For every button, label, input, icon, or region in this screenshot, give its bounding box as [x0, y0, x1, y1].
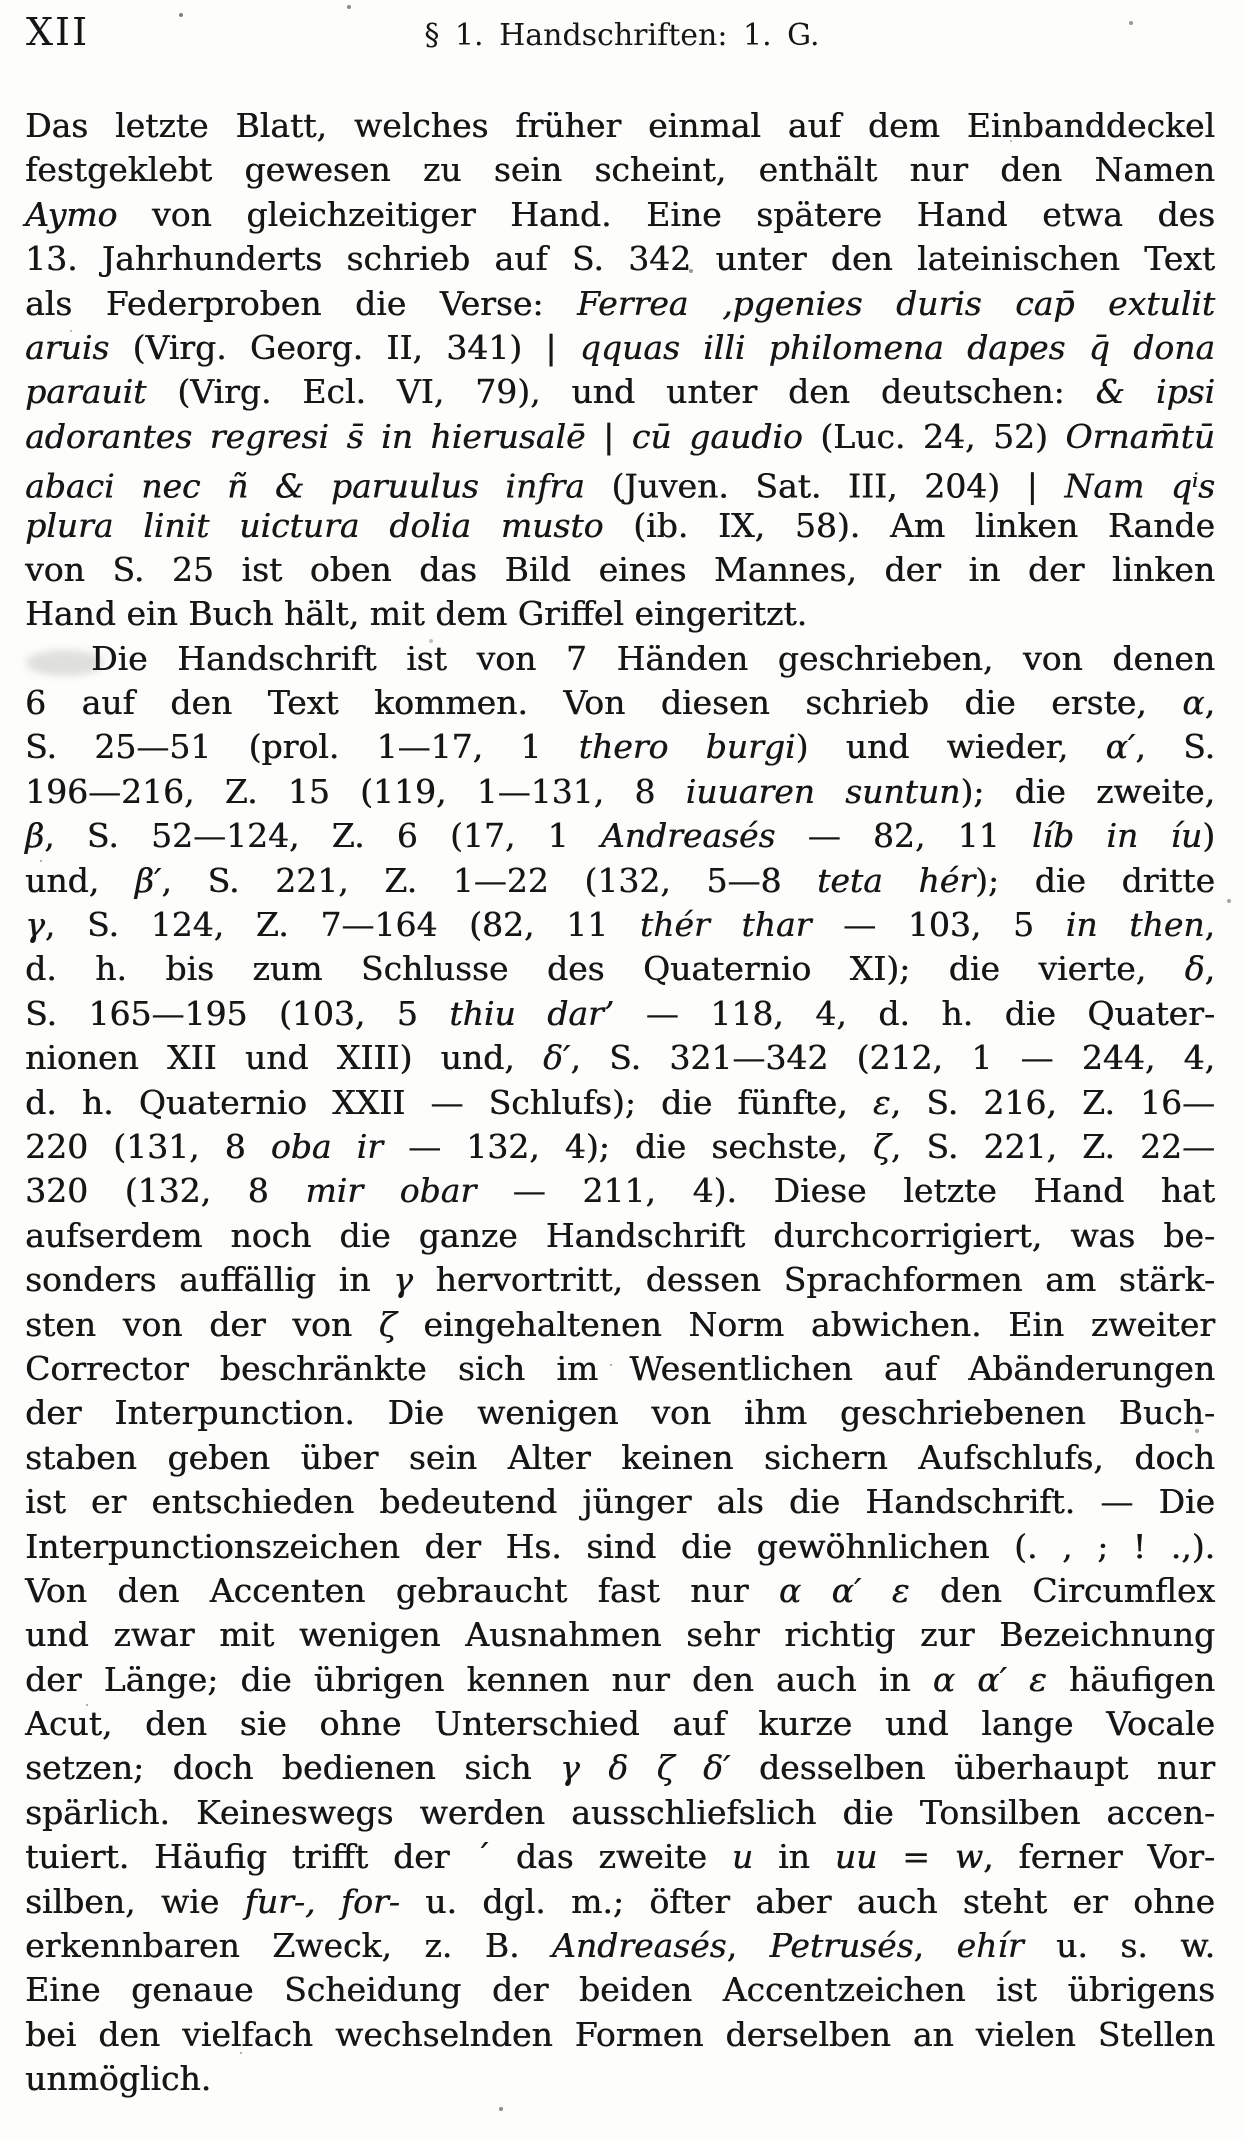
text-run: d. h. bis zum Schlusse des Quaternio XI); die vierte,	[25, 949, 1185, 989]
text-run: Acut, den sie ohne Unterschied auf kurze und lange Vocale	[25, 1704, 1215, 1744]
text-line	[25, 104, 1215, 148]
text-run: ,	[1204, 905, 1215, 945]
italic-text-run: iuuaren suntun	[685, 771, 961, 811]
text-run: ) und wieder,	[795, 727, 1106, 767]
italic-text-run: ζ	[378, 1304, 397, 1344]
text-run: S. 25—51 (prol. 1—17, 1	[25, 727, 579, 767]
italic-text-run: γ	[393, 1260, 413, 1300]
italic-text-run: u	[731, 1837, 754, 1877]
text-line	[25, 2013, 1215, 2057]
italic-text-run: cū gaudio	[631, 416, 803, 456]
text-run: Das letzte Blatt, welches früher einmal auf dem Einbanddeckel	[25, 106, 1215, 145]
text-run: 220 (131, 8	[25, 1126, 271, 1166]
italic-text-run: β′	[134, 860, 162, 900]
text-run: aufserdem noch die ganze Handschrift durchcorrigiert, was be-	[25, 1215, 1215, 1255]
text-run: tuiert. Häufig trifft der ´ das zweite	[25, 1837, 732, 1877]
italic-text-run: β	[25, 816, 45, 856]
text-line	[25, 1924, 1215, 1968]
text-run: d. h. Quaternio XXII — Schlufs); die fünfte,	[25, 1082, 873, 1122]
text-run: , S. 321—342 (212, 1 — 244, 4,	[570, 1038, 1216, 1078]
text-run: staben geben über sein Alter keinen sichern Aufschlufs, doch	[25, 1437, 1215, 1477]
text-run: spärlich. Keineswegs werden ausschliefslich die Tonsilben accen-	[25, 1792, 1215, 1832]
text-line	[25, 548, 1215, 592]
text-line	[25, 1791, 1215, 1835]
italic-text-run: thero burgi	[578, 727, 796, 767]
italic-text-run: Andreasés	[551, 1926, 727, 1966]
text-run: Eine genaue Scheidung der beiden Accentzeichen ist übrigens	[25, 1970, 1215, 2010]
text-run: , S. 52—124, Z. 6 (17, 1	[44, 816, 601, 856]
italic-text-run: δ′	[542, 1038, 571, 1078]
text-run: eingehaltenen Norm abwichen. Ein zweiter	[396, 1304, 1216, 1344]
text-run: (ib. IX, 58). Am linken Rande	[603, 505, 1215, 545]
text-run: hervortritt, dessen Sprachformen am stärk-	[412, 1260, 1215, 1300]
italic-text-run: α	[1182, 683, 1205, 723]
italic-text-run: Nam q	[1064, 466, 1192, 506]
text-run: Von den Accenten gebraucht fast nur	[25, 1570, 779, 1610]
text-line	[25, 947, 1215, 991]
text-run: desselben überhaupt nur	[730, 1748, 1216, 1788]
text-run: erkennbaren Zweck, z. B.	[25, 1926, 552, 1966]
italic-text-run: ε	[872, 1082, 891, 1122]
text-run: — 118, 4, d. h. die Quater-	[614, 993, 1216, 1033]
text-line	[25, 1214, 1215, 1258]
text-run: ); die dritte	[974, 860, 1215, 900]
italic-text-run: ζ	[872, 1126, 891, 1166]
text-run: , ferner Vor-	[983, 1837, 1215, 1877]
text-run: Die Handschrift ist von 7 Händen geschrieben, von denen	[91, 638, 1215, 678]
text-run: =	[877, 1837, 955, 1877]
italic-text-run: in then	[1065, 905, 1205, 945]
text-line	[25, 1347, 1215, 1391]
text-line	[25, 1968, 1215, 2012]
italic-text-run: α α′ ε	[932, 1659, 1047, 1699]
text-run: ,	[1204, 683, 1215, 723]
text-run: silben, wie	[25, 1881, 245, 1921]
text-line	[25, 1702, 1215, 1746]
text-line	[25, 1569, 1215, 1613]
italic-text-run: α α′ ε	[778, 1570, 910, 1610]
page-number: XII	[26, 10, 90, 54]
text-run: ,	[726, 1926, 770, 1966]
text-line	[25, 637, 1215, 681]
text-run: von S. 25 ist oben das Bild eines Mannes, der in der linken	[25, 549, 1215, 589]
text-run: 6 auf den Text kommen. Von diesen schrieb die erste,	[25, 683, 1183, 723]
text-line	[25, 148, 1215, 192]
text-run: 13. Jahrhunderts schrieb auf S. 342 unter den lateinischen Text	[25, 239, 1215, 279]
paragraph	[25, 637, 1215, 2102]
text-run: von gleichzeitiger Hand. Eine spätere Hand etwa des	[117, 194, 1215, 234]
text-line	[25, 2057, 1215, 2101]
text-line	[25, 592, 1215, 636]
text-line	[25, 1303, 1215, 1347]
text-run: , S. 221, Z. 22—	[890, 1126, 1215, 1166]
text-line	[25, 1480, 1215, 1524]
italic-text-run: uu	[834, 1837, 878, 1877]
italic-text-run: oba ir	[270, 1126, 383, 1166]
text-run: 320 (132, 8	[25, 1171, 306, 1211]
text-run: , S. 124, Z. 7—164 (82, 11	[44, 905, 640, 945]
text-line	[25, 1880, 1215, 1924]
text-line	[25, 326, 1215, 370]
italic-text-run: γ δ ζ δ′	[559, 1748, 731, 1788]
text-line	[25, 193, 1215, 237]
text-run: ,	[1204, 949, 1215, 989]
text-line	[25, 992, 1215, 1036]
section-header: § 1. Handschriften: 1. G.	[424, 18, 820, 53]
italic-text-run: mir obar	[305, 1171, 477, 1211]
italic-text-run: ehír	[956, 1926, 1024, 1966]
text-run: ); die zweite,	[960, 771, 1215, 811]
italic-text-run: γ	[25, 905, 45, 945]
text-line	[25, 1125, 1215, 1169]
text-run: ,	[913, 1926, 957, 1966]
text-line	[25, 903, 1215, 947]
italic-text-run: s	[1198, 466, 1215, 506]
scan-speckles	[0, 0, 2, 2]
italic-text-run: Andreasés	[600, 816, 776, 856]
italic-text-run: fur-, for-	[244, 1881, 400, 1921]
text-run: der Interpunction. Die wenigen von ihm geschriebenen Buch-	[25, 1393, 1215, 1433]
text-line	[25, 1746, 1215, 1790]
text-run: der Länge; die übrigen kennen nur den auch in	[25, 1659, 933, 1699]
italic-text-run: thér thar	[639, 905, 812, 945]
text-line	[25, 859, 1215, 903]
italic-text-run: aruis	[25, 327, 110, 367]
italic-text-run: Petrusés	[769, 1926, 914, 1966]
text-run: Hand ein Buch hält, mit dem Griffel eingeritzt.	[25, 594, 808, 634]
text-run: , S. 221, Z. 1—22 (132, 5—8	[161, 860, 818, 900]
text-run: , S.	[1135, 727, 1215, 767]
text-run: Interpunctionszeichen der Hs. sind die gewöhnlichen (. , ; ! .,).	[25, 1526, 1215, 1566]
italic-text-run: Aymo	[25, 194, 118, 234]
text-run: |	[585, 416, 632, 456]
text-run: sten von der von	[25, 1304, 379, 1344]
italic-text-run: parauit	[25, 372, 147, 412]
text-line	[25, 814, 1215, 858]
text-line	[25, 415, 1215, 459]
italic-text-run: i	[1191, 469, 1199, 493]
italic-text-run: abaci nec ñ & paruulus infra	[25, 466, 585, 506]
italic-text-run: & ipsi	[1095, 372, 1215, 412]
text-line	[25, 1081, 1215, 1125]
italic-text-run: δ	[1184, 949, 1205, 989]
text-line	[25, 725, 1215, 769]
text-line	[25, 1258, 1215, 1302]
text-run: setzen; doch bedienen sich	[25, 1748, 560, 1788]
italic-text-run: Ornam̄tū	[1065, 416, 1215, 456]
text-line	[25, 370, 1215, 414]
text-line	[25, 459, 1215, 506]
text-line	[25, 1525, 1215, 1569]
text-run: bei den vielfach wechselnden Formen derselben an vielen Stellen	[25, 2014, 1215, 2054]
text-run: sonders auffällig in	[25, 1260, 394, 1300]
text-run: ist er entschieden bedeutend jünger als die Handschrift. — Die	[25, 1482, 1215, 1522]
text-line	[25, 282, 1215, 326]
text-run: — 103, 5	[811, 905, 1066, 945]
text-run: S. 165—195 (103, 5	[25, 993, 450, 1033]
italic-text-run: w	[954, 1837, 983, 1877]
text-run: und zwar mit wenigen Ausnahmen sehr richtig zur Bezeichnung	[25, 1615, 1215, 1655]
text-run: — 82, 11	[775, 816, 1032, 856]
text-run: als Federproben die Verse:	[25, 283, 577, 323]
italic-text-run: qquas illi philomena dapes q̄ dona	[579, 327, 1216, 367]
text-run: )	[1202, 816, 1216, 856]
text-run: 196—216, Z. 15 (119, 1—131, 8	[25, 771, 686, 811]
paragraph	[25, 104, 1215, 637]
text-line	[25, 1835, 1215, 1879]
text-run: (Luc. 24, 52)	[802, 416, 1066, 456]
text-run: (Virg. Georg. II, 341) |	[109, 327, 580, 367]
italic-text-run: adorantes regresi s̄ in hierusalē	[25, 416, 586, 456]
text-run: und,	[25, 860, 135, 900]
text-run: in	[753, 1837, 835, 1877]
text-line	[25, 770, 1215, 814]
text-line	[25, 504, 1215, 548]
text-run: u. s. w.	[1023, 1926, 1215, 1966]
text-line	[25, 1613, 1215, 1657]
italic-text-run: α′	[1105, 727, 1136, 767]
text-line	[25, 1658, 1215, 1702]
italic-text-run: Ferrea ‚pgenies duris cap̄ extulit	[576, 283, 1216, 323]
text-line	[25, 681, 1215, 725]
text-run: (Juven. Sat. III, 204) |	[584, 466, 1065, 506]
text-run: (Virg. Ecl. VI, 79), und unter den deutschen:	[146, 372, 1096, 412]
text-run: Corrector beschränkte sich im Wesentlichen auf Abänderungen	[25, 1348, 1215, 1388]
ink-smudge	[26, 650, 104, 676]
text-run: nionen XII und XIII) und,	[25, 1038, 543, 1078]
text-line	[25, 1391, 1215, 1435]
text-run: — 211, 4). Diese letzte Hand hat	[476, 1171, 1215, 1211]
text-line	[25, 1036, 1215, 1080]
text-run: — 132, 4); die sechste,	[382, 1126, 873, 1166]
text-run: u. dgl. m.; öfter aber auch steht er ohne	[399, 1881, 1215, 1921]
text-body	[25, 104, 1215, 2102]
text-run: , S. 216, Z. 16—	[890, 1082, 1215, 1122]
text-line	[25, 1169, 1215, 1213]
text-run: unmöglich.	[25, 2059, 212, 2099]
text-line	[25, 237, 1215, 281]
italic-text-run: líb in íu	[1031, 816, 1203, 856]
italic-text-run: plura linit uictura dolia musto	[25, 505, 604, 545]
italic-text-run: teta hér	[817, 860, 975, 900]
text-line	[25, 1436, 1215, 1480]
text-run: den Circumflex	[909, 1570, 1215, 1610]
text-run: häufigen	[1046, 1659, 1216, 1699]
italic-text-run: thiu dar’	[449, 993, 615, 1033]
text-run: festgeklebt gewesen zu sein scheint, enthält nur den Namen	[25, 150, 1215, 190]
